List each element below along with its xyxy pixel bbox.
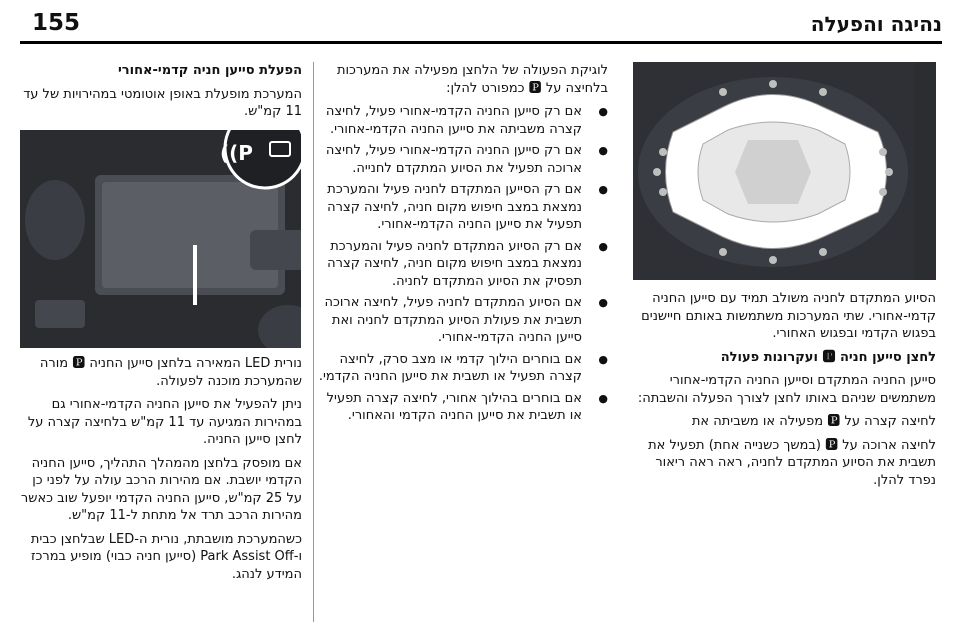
- left-p3: לחיצה קצרה על 🅿 מפעילה או משביתה את: [691, 414, 936, 429]
- middle-column: [318, 62, 608, 429]
- header-rule: [20, 41, 942, 44]
- list-item: ● אם רק סייען החניה הקדמי-אחורי פעיל, לחיצה קצרה משביתה את סייען החניה הקדמי-אחורי.: [318, 103, 608, 138]
- list-item: ● אם בוחרים בהילוך אחורי, לחיצה קצרה תפעיל או תשבית את סייען החניה הקדמי והאחורי.: [318, 390, 608, 425]
- right-heading: הפעלת סייען חניה קדמי-אחורי: [117, 63, 302, 78]
- list-item: ● אם הסיוע המתקדם לחניה פעיל, לחיצה ארוכה תשבית את פעולת הסיוע המתקדם לחניה ואת סייען החניה הקדמי-אחורי.: [318, 294, 608, 347]
- left-p4: לחיצה ארוכה על 🅿 (במשך כשנייה אחת) תפעיל את תשבית את הסיוע המתקדם לחניה, ראה ראה ריאור נפרד להלן.: [648, 437, 936, 488]
- right-column-bottom: [20, 355, 302, 589]
- right-intro: המערכת מופעלת באופן אוטומטי במהירויות של עד 11 קמ"ש.: [23, 86, 302, 119]
- right-p3: אם מופסק בלחצן מהמהלך התהליך, סייען החניה הקדמי יושבת. אם מהירות הרכב עולה על לפני כן על 25 קמ"ש, סייען החניה הקדמי יופעל שוב כאשר מהירות הרכב תרד אל מתחת ל-11 קמ"ש.: [20, 455, 302, 523]
- parking-sensor-car-figure: [633, 62, 936, 280]
- left-p2: סייען החניה המתקדם וסייען החניה הקדמי-אחורי משתמשים שניהם באותו לחצן לצורך הפעלה והשבתה:: [637, 373, 936, 406]
- middle-intro: לוגיקת הפעולה של הלחצן מפעילה את המערכות בלחיצה על 🅿 כמפורט להלן:: [336, 63, 608, 96]
- park-assist-icon: 🅿: [825, 437, 839, 453]
- page-number: 155: [32, 10, 81, 36]
- column-separator: [313, 62, 314, 622]
- right-column: [20, 62, 302, 127]
- list-item: ● אם רק הסייען המתקדם לחניה פעיל והמערכת נמצאת במצב חיפוש מקום חניה, לחיצה קצרה תפעיל את סייען החניה הקדמי-אחורי.: [318, 181, 608, 234]
- park-assist-icon: 🅿: [827, 414, 841, 429]
- right-p1: נורית LED המאירה בלחצן סייען החניה 🅿 מורה שהמערכת מוכנה לפעולה.: [39, 356, 302, 389]
- right-p2: ניתן להפעיל את סייען החניה הקדמי-אחורי גם במהירות המגיעה עד 11 קמ"ש בלחיצה קצרה על לחצן סייען החניה.: [27, 397, 302, 447]
- left-p1: הסיוע המתקדם לחניה משולב תמיד עם סייען החניה קדמי-אחורי. שתי המערכות משתמשות באותם חיישנים בפגוש הקדמי ובפגוש האחורי.: [641, 291, 936, 341]
- page-header: [20, 8, 942, 42]
- logic-list: [318, 103, 608, 425]
- list-item: ● אם בוחרים הילוך קדמי או מצב סרק, לחיצה קצרה תפעיל או תשבית את סייען החניה הקדמי.: [318, 351, 608, 386]
- park-assist-icon: 🅿: [72, 356, 86, 371]
- svg-text:((P: ((P: [220, 141, 253, 165]
- park-assist-icon: 🅿: [822, 349, 836, 365]
- car-topview-icon: [633, 62, 914, 280]
- list-item: ● אם רק סייען החניה הקדמי-אחורי פעיל, לחיצה ארוכה תפעיל את הסיוע המתקדם לחנייה.: [318, 142, 608, 177]
- list-item: ● אם רק הסיוע המתקדם לחניה פעיל והמערכת נמצאת במצב חיפוש מקום חניה, לחיצה קצרה תפסיק את הסיוע המתקדם לחניה.: [318, 238, 608, 291]
- left-heading: לחצן סייען חניה 🅿 ועקרונות פעולה: [720, 349, 936, 365]
- right-p4: כשהמערכת מושבתת, נורית ה-LED שבלחצן כבית ו-Park Assist Off (סייען חניה כבוי) מופיע במרכז המידע לנהג.: [30, 531, 302, 582]
- page-title: נהיגה והפעלה: [810, 12, 942, 36]
- left-column: [630, 290, 936, 495]
- park-assist-icon: 🅿: [528, 80, 542, 96]
